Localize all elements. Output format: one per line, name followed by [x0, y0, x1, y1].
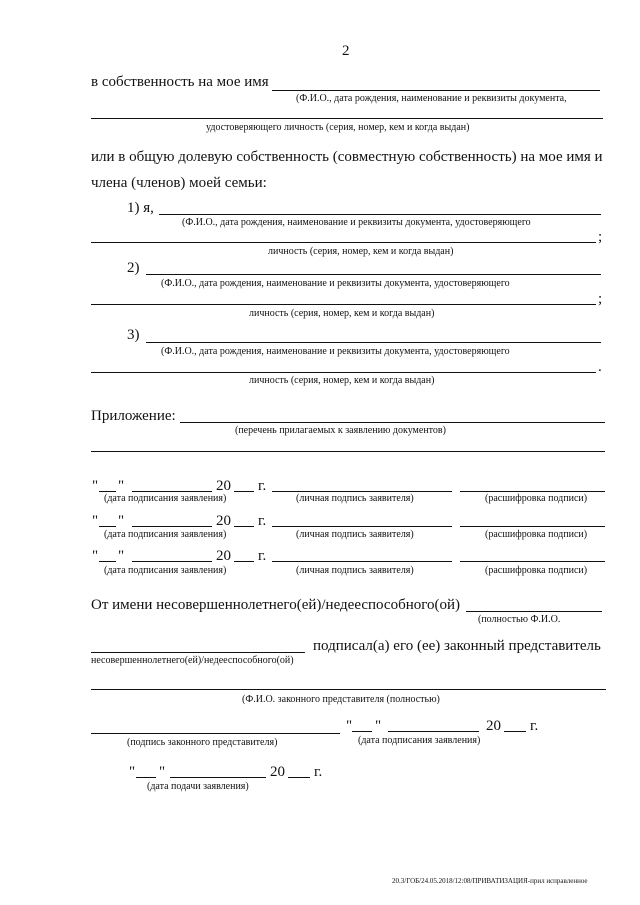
footer-document-code: 20.3/ГОБ/24.05.2018/12:08/ПРИВАТИЗАЦИЯ-прил исправленное [392, 877, 588, 885]
attachment-label: Приложение: [91, 408, 176, 424]
member-1-hint-1: (Ф.И.О., дата рождения, наименование и реквизиты документа, удостоверяющего [182, 217, 531, 228]
member-1-end-mark: ; [598, 229, 603, 245]
attachment-list-field[interactable] [180, 422, 605, 423]
rep-name-field[interactable] [91, 689, 606, 690]
minor-name-field-2[interactable] [91, 652, 305, 653]
submission-quote-close: " [159, 764, 166, 780]
sig-2-decode-field[interactable] [460, 526, 605, 527]
sig-1-month-field[interactable] [132, 491, 212, 492]
rep-name-hint: (Ф.И.О. законного представителя (полностью) [242, 694, 440, 705]
ownership-hint-2: удостоверяющего личность (серия, номер, кем и когда выдан) [206, 122, 470, 133]
sig-2-day-field[interactable] [99, 526, 116, 527]
sig-1-sign-hint: (личная подпись заявителя) [296, 493, 414, 504]
sig-1-year-field[interactable] [234, 491, 254, 492]
sig-2-sign-hint: (личная подпись заявителя) [296, 529, 414, 540]
ownership-hint-1: (Ф.И.О., дата рождения, наименование и реквизиты документа, [296, 93, 567, 104]
sig-3-month-field[interactable] [132, 561, 212, 562]
sig-2-quote-close: " [118, 513, 125, 529]
sig-2-year-suffix: г. [258, 513, 267, 529]
member-1-doc-field[interactable] [91, 242, 596, 243]
sig-3-date-hint: (дата подписания заявления) [104, 565, 227, 576]
sig-3-decode-hint: (расшифровка подписи) [485, 565, 588, 576]
sig-2-year-field[interactable] [234, 526, 254, 527]
rep-year-suffix: г. [530, 718, 539, 734]
sig-3-quote-close: " [118, 548, 125, 564]
shared-ownership-line-2: члена (членов) моей семьи: [91, 175, 267, 191]
sig-3-year-prefix: 20 [216, 548, 231, 564]
rep-day-field[interactable] [352, 731, 372, 732]
sig-1-year-prefix: 20 [216, 478, 231, 494]
sig-1-quote-close: " [118, 478, 125, 494]
sig-1-decode-hint: (расшифровка подписи) [485, 493, 588, 504]
sig-2-year-prefix: 20 [216, 513, 231, 529]
submission-hint: (дата подачи заявления) [147, 781, 249, 792]
member-3-doc-field[interactable] [91, 372, 596, 373]
submission-year-suffix: г. [314, 764, 323, 780]
member-1-hint-2: личность (серия, номер, кем и когда выдан) [268, 246, 454, 257]
sig-3-sign-hint: (личная подпись заявителя) [296, 565, 414, 576]
sig-1-date-hint: (дата подписания заявления) [104, 493, 227, 504]
sig-3-year-field[interactable] [234, 561, 254, 562]
sig-3-year-suffix: г. [258, 548, 267, 564]
submission-day-field[interactable] [136, 777, 156, 778]
submission-month-field[interactable] [170, 777, 266, 778]
minor-hint: несовершеннолетнего(ей)/недееспособного(ой) [91, 655, 294, 666]
submission-year-field[interactable] [288, 777, 310, 778]
minor-name-hint: (полностью Ф.И.О. [478, 614, 561, 625]
rep-year-prefix: 20 [486, 718, 501, 734]
member-3-hint-1: (Ф.И.О., дата рождения, наименование и реквизиты документа, удостоверяющего [161, 346, 510, 357]
sig-1-quote-open: " [92, 478, 99, 494]
ownership-label: в собственность на мое имя [91, 74, 269, 90]
member-1-label: 1) я, [127, 200, 154, 216]
ownership-doc-field[interactable] [91, 118, 603, 119]
rep-year-field[interactable] [504, 731, 526, 732]
member-3-end-mark: . [598, 359, 602, 375]
sig-3-decode-field[interactable] [460, 561, 605, 562]
submission-quote-open: " [129, 764, 136, 780]
rep-quote-open: " [346, 718, 353, 734]
sig-1-day-field[interactable] [99, 491, 116, 492]
ownership-name-field[interactable] [272, 90, 600, 91]
member-2-end-mark: ; [598, 291, 603, 307]
member-2-label: 2) [127, 260, 140, 276]
sig-1-signature-field[interactable] [272, 491, 452, 492]
signed-by-rep-text: подписал(а) его (ее) законный представитель [313, 638, 601, 654]
sig-3-day-field[interactable] [99, 561, 116, 562]
shared-ownership-line-1: или в общую долевую собственность (совместную собственность) на мое имя и [91, 149, 603, 165]
member-2-doc-field[interactable] [91, 304, 596, 305]
attachment-hint: (перечень прилагаемых к заявлению документов) [235, 425, 446, 436]
attachment-list-field-2[interactable] [91, 451, 605, 452]
minor-name-field[interactable] [466, 611, 602, 612]
rep-month-field[interactable] [388, 731, 479, 732]
rep-date-hint: (дата подписания заявления) [358, 735, 481, 746]
sig-3-quote-open: " [92, 548, 99, 564]
sig-1-year-suffix: г. [258, 478, 267, 494]
sig-2-date-hint: (дата подписания заявления) [104, 529, 227, 540]
sig-2-decode-hint: (расшифровка подписи) [485, 529, 588, 540]
sig-2-quote-open: " [92, 513, 99, 529]
member-3-hint-2: личность (серия, номер, кем и когда выдан) [249, 375, 435, 386]
sig-2-month-field[interactable] [132, 526, 212, 527]
minor-label: От имени несовершеннолетнего(ей)/недееспособного(ой) [91, 597, 461, 613]
member-3-label: 3) [127, 327, 140, 343]
sig-3-signature-field[interactable] [272, 561, 452, 562]
sig-1-decode-field[interactable] [460, 491, 605, 492]
page-number: 2 [342, 43, 350, 59]
member-2-hint-2: личность (серия, номер, кем и когда выдан) [249, 308, 435, 319]
sig-2-signature-field[interactable] [272, 526, 452, 527]
rep-sign-hint: (подпись законного представителя) [127, 737, 278, 748]
member-2-hint-1: (Ф.И.О., дата рождения, наименование и реквизиты документа, удостоверяющего [161, 278, 510, 289]
member-2-name-field[interactable] [146, 274, 601, 275]
rep-quote-close: " [375, 718, 382, 734]
rep-signature-field[interactable] [91, 733, 340, 734]
submission-year-prefix: 20 [270, 764, 285, 780]
member-1-name-field[interactable] [159, 214, 601, 215]
member-3-name-field[interactable] [146, 342, 601, 343]
